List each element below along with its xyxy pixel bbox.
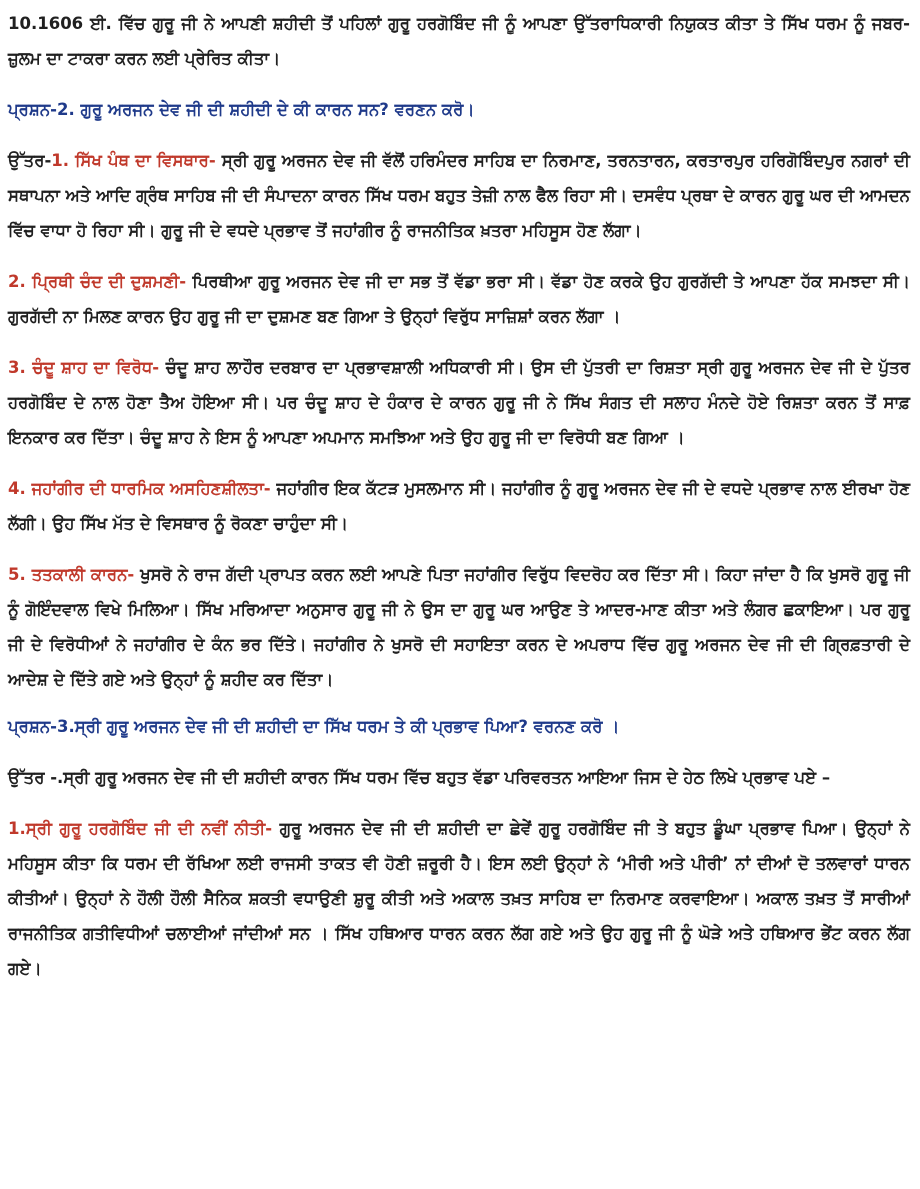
answer-3-intro bbox=[8, 760, 910, 795]
answer-2-point-5-title: 5. ਤਤਕਾਲੀ ਕਾਰਨ- bbox=[8, 565, 135, 584]
answer-3-point-1-title: 1.ਸ੍ਰੀ ਗੁਰੂ ਹਰਗੋਬਿੰਦ ਜੀ ਦੀ ਨਵੀਂ ਨੀਤੀ- bbox=[8, 819, 273, 838]
answer-2-point-4 bbox=[8, 471, 910, 541]
answer-2-point-2-body: ਪਿਰਥੀਆ ਗੁਰੂ ਅਰਜਨ ਦੇਵ ਜੀ ਦਾ ਸਭ ਤੋਂ ਵੱਡਾ ਭਰਾ ਸੀ। ਵੱਡਾ ਹੋਣ ਕਰਕੇ ਉਹ ਗੁਰਗੱਦੀ ਤੇ ਆਪਣਾ ਹੱਕ ਸਮਝਦਾ ਸੀ। ਗੁਰਗੱਦੀ ਨਾ ਮਿਲਣ ਕਾਰਨ ਉਹ ਗੁਰੂ ਜੀ ਦਾ ਦੁਸ਼ਮਣ ਬਣ ਗਿਆ ਤੇ ਉਨ੍ਹਾਂ ਵਿਰੁੱਧ ਸਾਜ਼ਿਸ਼ਾਂ ਕਰਨ ਲੱਗਾ । bbox=[8, 272, 910, 326]
answer-3-intro-text: ਉੱਤਰ -.ਸ੍ਰੀ ਗੁਰੂ ਅਰਜਨ ਦੇਵ ਜੀ ਦੀ ਸ਼ਹੀਦੀ ਕਾਰਨ ਸਿੱਖ ਧਰਮ ਵਿੱਚ ਬਹੁਤ ਵੱਡਾ ਪਰਿਵਰਤਨ ਆਇਆ ਜਿਸ ਦੇ ਹੇਠ ਲਿਖੇ ਪ੍ਰਭਾਵ ਪਏ – bbox=[8, 768, 831, 787]
intro-text: 10.1606 ਈ. ਵਿੱਚ ਗੁਰੂ ਜੀ ਨੇ ਆਪਣੀ ਸ਼ਹੀਦੀ ਤੋਂ ਪਹਿਲਾਂ ਗੁਰੂ ਹਰਗੋਬਿੰਦ ਜੀ ਨੂੰ ਆਪਣਾ ਉੱਤਰਾਧਿਕਾਰੀ ਨਿਯੁਕਤ ਕੀਤਾ ਤੇ ਸਿੱਖ ਧਰਮ ਨੂੰ ਜਬਰ-ਜ਼ੁਲਮ ਦਾ ਟਾਕਰਾ ਕਰਨ ਲਈ ਪ੍ਰੇਰਿਤ ਕੀਤਾ। bbox=[8, 14, 910, 68]
answer-2-point-5-body: ਖੁਸਰੋ ਨੇ ਰਾਜ ਗੱਦੀ ਪ੍ਰਾਪਤ ਕਰਨ ਲਈ ਆਪਣੇ ਪਿਤਾ ਜਹਾਂਗੀਰ ਵਿਰੁੱਧ ਵਿਦਰੋਹ ਕਰ ਦਿੱਤਾ ਸੀ। ਕਿਹਾ ਜਾਂਦਾ ਹੈ ਕਿ ਖੁਸਰੋ ਗੁਰੂ ਜੀ ਨੂੰ ਗੋਇੰਦਵਾਲ ਵਿਖੇ ਮਿਲਿਆ। ਸਿੱਖ ਮਰਿਆਦਾ ਅਨੁਸਾਰ ਗੁਰੂ ਜੀ ਨੇ ਉਸ ਦਾ ਗੁਰੂ ਘਰ ਆਉਣ ਤੇ ਆਦਰ-ਮਾਣ ਕੀਤਾ ਅਤੇ ਲੰਗਰ ਛਕਾਇਆ। ਪਰ ਗੁਰੂ ਜੀ ਦੇ ਵਿਰੋਧੀਆਂ ਨੇ ਜਹਾਂਗੀਰ ਦੇ ਕੰਨ ਭਰ ਦਿੱਤੇ। ਜਹਾਂਗੀਰ ਨੇ ਖੁਸਰੋ ਦੀ ਸਹਾਇਤਾ ਕਰਨ ਦੇ ਅਪਰਾਧ ਵਿੱਚ ਗੁਰੂ ਅਰਜਨ ਦੇਵ ਜੀ ਦੀ ਗ੍ਰਿਫ਼ਤਾਰੀ ਦੇ ਆਦੇਸ਼ ਦੇ ਦਿੱਤੇ ਗਏ ਅਤੇ ਉਨ੍ਹਾਂ ਨੂੰ ਸ਼ਹੀਦ ਕਰ ਦਿੱਤਾ। bbox=[8, 565, 910, 689]
answer-2-point-3 bbox=[8, 350, 910, 455]
answer-2-point-3-title: 3. ਚੰਦੂ ਸ਼ਾਹ ਦਾ ਵਿਰੋਧ- bbox=[8, 358, 160, 377]
answer-2-point-4-title: 4. ਜਹਾਂਗੀਰ ਦੀ ਧਾਰਮਿਕ ਅਸਹਿਣਸ਼ੀਲਤਾ- bbox=[8, 479, 271, 498]
intro-paragraph bbox=[8, 6, 910, 76]
question-2-text: ਪ੍ਰਸ਼ਨ-2. ਗੁਰੂ ਅਰਜਨ ਦੇਵ ਜੀ ਦੀ ਸ਼ਹੀਦੀ ਦੇ ਕੀ ਕਾਰਨ ਸਨ? ਵਰਣਨ ਕਰੋ। bbox=[8, 100, 475, 119]
answer-2-prefix: ਉੱਤਰ- bbox=[8, 151, 52, 170]
answer-2-point-2 bbox=[8, 264, 910, 334]
answer-2-point-2-title: 2. ਪ੍ਰਿਥੀ ਚੰਦ ਦੀ ਦੁਸ਼ਮਣੀ- bbox=[8, 272, 187, 291]
answer-2-point-4-body: ਜਹਾਂਗੀਰ ਇਕ ਕੱਟੜ ਮੁਸਲਮਾਨ ਸੀ। ਜਹਾਂਗੀਰ ਨੂੰ ਗੁਰੂ ਅਰਜਨ ਦੇਵ ਜੀ ਦੇ ਵਧਦੇ ਪ੍ਰਭਾਵ ਨਾਲ ਈਰਖਾ ਹੋਣ ਲੱਗੀ। ਉਹ ਸਿੱਖ ਮੱਤ ਦੇ ਵਿਸਥਾਰ ਨੂੰ ਰੋਕਣਾ ਚਾਹੁੰਦਾ ਸੀ। bbox=[8, 479, 910, 533]
answer-3-point-1-body: ਗੁਰੂ ਅਰਜਨ ਦੇਵ ਜੀ ਦੀ ਸ਼ਹੀਦੀ ਦਾ ਛੇਵੇਂ ਗੁਰੂ ਹਰਗੋਬਿੰਦ ਜੀ ਤੇ ਬਹੁਤ ਡੂੰਘਾ ਪ੍ਰਭਾਵ ਪਿਆ। ਉਨ੍ਹਾਂ ਨੇ ਮਹਿਸੂਸ ਕੀਤਾ ਕਿ ਧਰਮ ਦੀ ਰੱਖਿਆ ਲਈ ਰਾਜਸੀ ਤਾਕਤ ਵੀ ਹੋਣੀ ਜ਼ਰੂਰੀ ਹੈ। ਇਸ ਲਈ ਉਨ੍ਹਾਂ ਨੇ ‘ਮੀਰੀ ਅਤੇ ਪੀਰੀ’ ਨਾਂ ਦੀਆਂ ਦੋ ਤਲਵਾਰਾਂ ਧਾਰਨ ਕੀਤੀਆਂ। ਉਨ੍ਹਾਂ ਨੇ ਹੌਲੀ ਹੌਲੀ ਸੈਨਿਕ ਸ਼ਕਤੀ ਵਧਾਉਣੀ ਸ਼ੁਰੂ ਕੀਤੀ ਅਤੇ ਅਕਾਲ ਤਖ਼ਤ ਸਾਹਿਬ ਦਾ ਨਿਰਮਾਣ ਕਰਵਾਇਆ। ਅਕਾਲ ਤਖ਼ਤ ਤੋਂ ਸਾਰੀਆਂ ਰਾਜਨੀਤਿਕ ਗਤੀਵਿਧੀਆਂ ਚਲਾਈਆਂ ਜਾਂਦੀਆਂ ਸਨ । ਸਿੱਖ ਹਥਿਆਰ ਧਾਰਨ ਕਰਨ ਲੱਗ ਗਏ ਅਤੇ ਉਹ ਗੁਰੂ ਜੀ ਨੂੰ ਘੋੜੇ ਅਤੇ ਹਥਿਆਰ ਭੇਂਟ ਕਰਨ ਲੱਗ ਗਏ। bbox=[8, 819, 910, 978]
question-3-heading bbox=[8, 709, 910, 744]
answer-2-point-3-body: ਚੰਦੂ ਸ਼ਾਹ ਲਾਹੌਰ ਦਰਬਾਰ ਦਾ ਪ੍ਰਭਾਵਸ਼ਾਲੀ ਅਧਿਕਾਰੀ ਸੀ। ਉਸ ਦੀ ਪੁੱਤਰੀ ਦਾ ਰਿਸ਼ਤਾ ਸ੍ਰੀ ਗੁਰੂ ਅਰਜਨ ਦੇਵ ਜੀ ਦੇ ਪੁੱਤਰ ਹਰਗੋਬਿੰਦ ਦੇ ਨਾਲ ਹੋਣਾ ਤੈਅ ਹੋਇਆ ਸੀ। ਪਰ ਚੰਦੂ ਸ਼ਾਹ ਦੇ ਹੰਕਾਰ ਦੇ ਕਾਰਨ ਗੁਰੂ ਜੀ ਨੇ ਸਿੱਖ ਸੰਗਤ ਦੀ ਸਲਾਹ ਮੰਨਦੇ ਹੋਏ ਰਿਸ਼ਤਾ ਕਰਨ ਤੋਂ ਸਾਫ਼ ਇਨਕਾਰ ਕਰ ਦਿੱਤਾ। ਚੰਦੂ ਸ਼ਾਹ ਨੇ ਇਸ ਨੂੰ ਆਪਣਾ ਅਪਮਾਨ ਸਮਝਿਆ ਅਤੇ ਉਹ ਗੁਰੂ ਜੀ ਦਾ ਵਿਰੋਧੀ ਬਣ ਗਿਆ । bbox=[8, 358, 910, 447]
answer-3-point-1 bbox=[8, 811, 910, 986]
answer-2-point-1 bbox=[8, 143, 910, 248]
answer-2-point-1-body: ਸ੍ਰੀ ਗੁਰੂ ਅਰਜਨ ਦੇਵ ਜੀ ਵੱਲੋਂ ਹਰਿਮੰਦਰ ਸਾਹਿਬ ਦਾ ਨਿਰਮਾਣ, ਤਰਨਤਾਰਨ, ਕਰਤਾਰਪੁਰ ਹਰਿਗੋਬਿੰਦਪੁਰ ਨਗਰਾਂ ਦੀ ਸਥਾਪਨਾ ਅਤੇ ਆਦਿ ਗ੍ਰੰਥ ਸਾਹਿਬ ਜੀ ਦੀ ਸੰਪਾਦਨਾ ਕਾਰਨ ਸਿੱਖ ਧਰਮ ਬਹੁਤ ਤੇਜ਼ੀ ਨਾਲ ਫੈਲ ਰਿਹਾ ਸੀ। ਦਸਵੰਧ ਪ੍ਰਥਾ ਦੇ ਕਾਰਨ ਗੁਰੂ ਘਰ ਦੀ ਆਮਦਨ ਵਿੱਚ ਵਾਧਾ ਹੋ ਰਿਹਾ ਸੀ। ਗੁਰੂ ਜੀ ਦੇ ਵਧਦੇ ਪ੍ਰਭਾਵ ਤੋਂ ਜਹਾਂਗੀਰ ਨੂੰ ਰਾਜਨੀਤਿਕ ਖ਼ਤਰਾ ਮਹਿਸੂਸ ਹੋਣ ਲੱਗਾ। bbox=[8, 151, 911, 240]
question-2-heading bbox=[8, 92, 910, 127]
answer-2-point-1-title: 1. ਸਿੱਖ ਪੰਥ ਦਾ ਵਿਸਥਾਰ- bbox=[51, 151, 216, 170]
question-3-text: ਪ੍ਰਸ਼ਨ-3.ਸ੍ਰੀ ਗੁਰੂ ਅਰਜਨ ਦੇਵ ਜੀ ਦੀ ਸ਼ਹੀਦੀ ਦਾ ਸਿੱਖ ਧਰਮ ਤੇ ਕੀ ਪ੍ਰਭਾਵ ਪਿਆ? ਵਰਨਣ ਕਰੋ । bbox=[8, 717, 620, 736]
answer-2-point-5 bbox=[8, 557, 910, 697]
